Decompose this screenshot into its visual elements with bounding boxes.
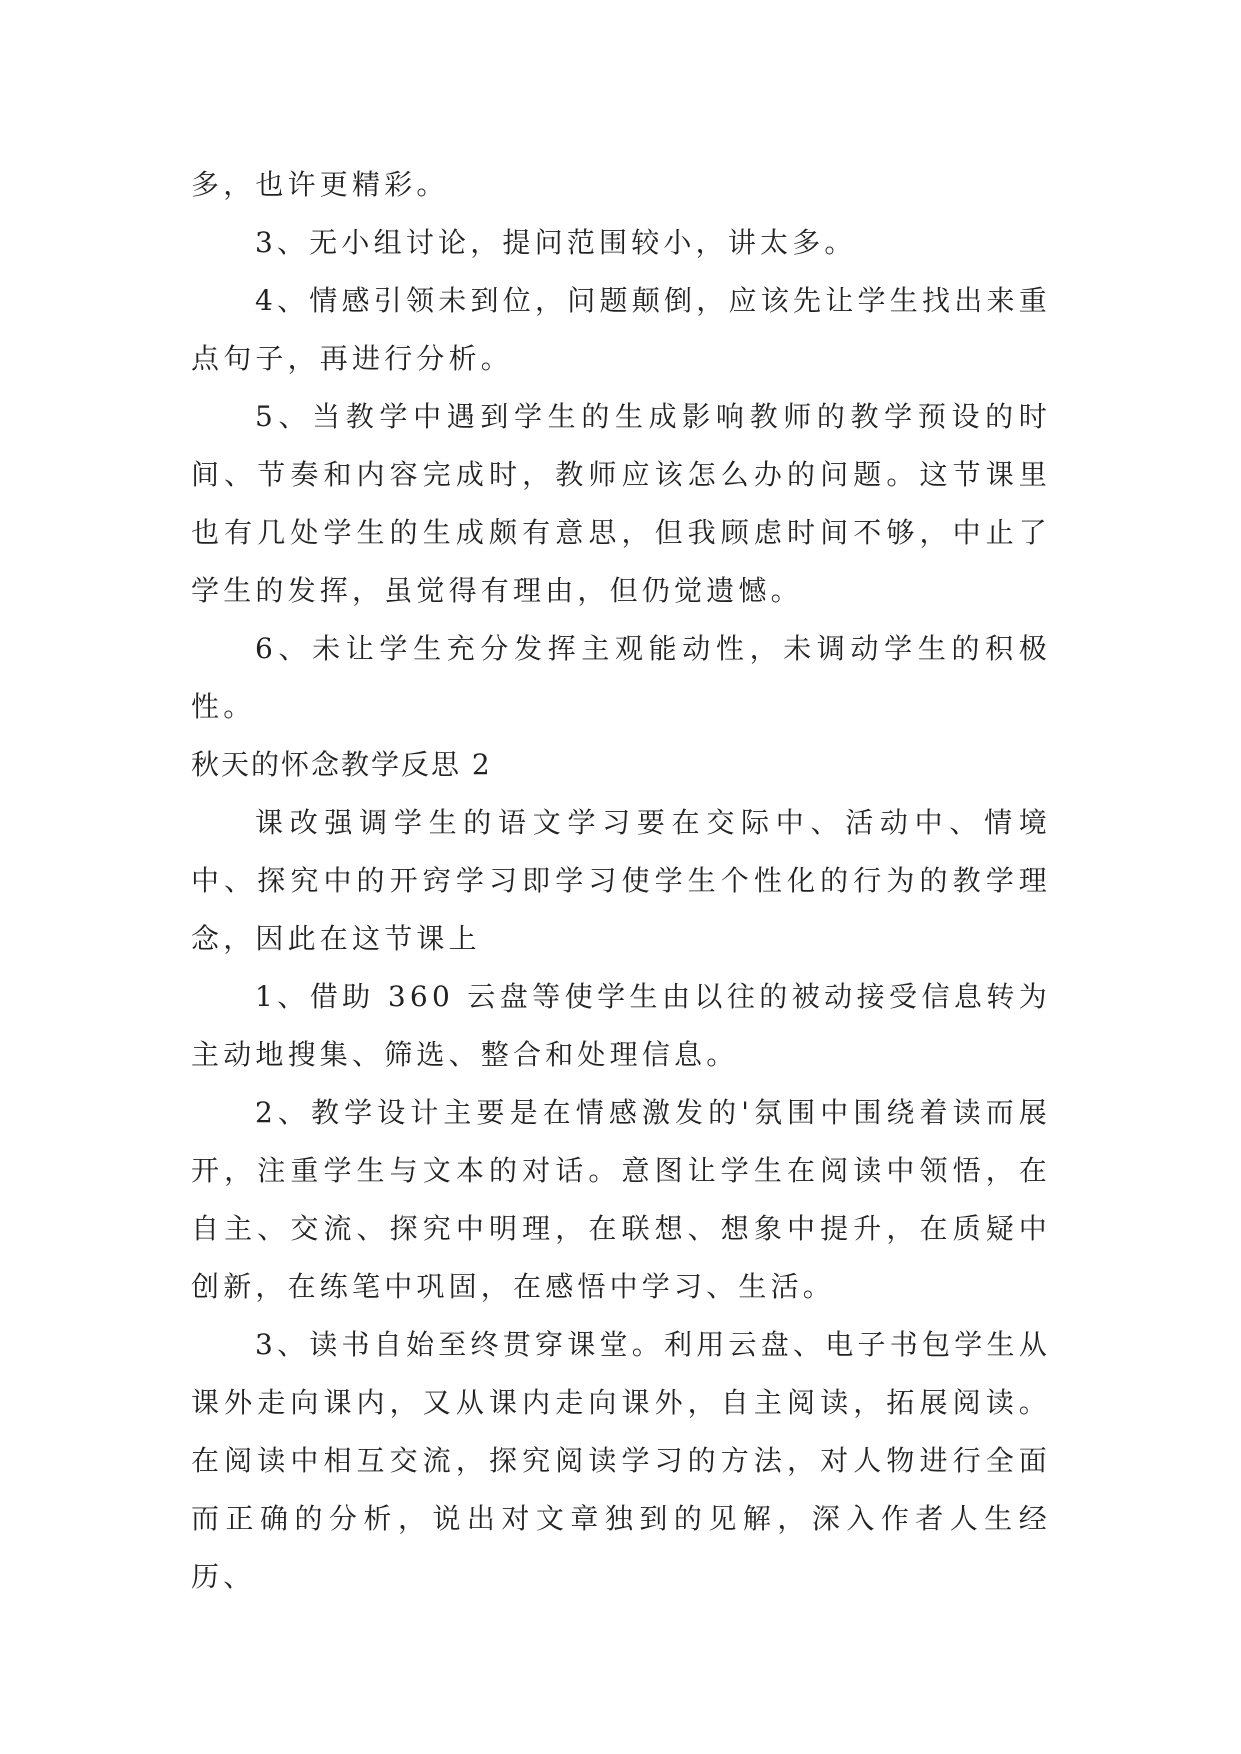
paragraph-point-1: 1、借助 360 云盘等使学生由以往的被动接受信息转为主动地搜集、筛选、整合和处理信息。 [191, 980, 1051, 1071]
paragraph-item-6: 6、未让学生充分发挥主观能动性，未调动学生的积极性。 [191, 632, 1051, 723]
paragraph-point-2: 2、教学设计主要是在情感激发的'氛围中围绕着读而展开，注重学生与文本的对话。意图让学生在阅读中领悟，在自主、交流、探究中明理，在联想、想象中提升，在质疑中创新，在练笔中巩固，在感悟中学习、生活。 [191, 1096, 1051, 1303]
paragraph-continuation: 多，也许更精彩。 [191, 168, 449, 201]
paragraph-item-3: 3、无小组讨论，提问范围较小，讲太多。 [255, 226, 857, 259]
paragraph-intro: 课改强调学生的语文学习要在交际中、活动中、情境中、探究中的开窍学习即学习使学生个性化的行为的教学理念，因此在这节课上 [191, 806, 1051, 955]
paragraph-point-3: 3、读书自始至终贯穿课堂。利用云盘、电子书包学生从课外走向课内，又从课内走向课外，自主阅读，拓展阅读。在阅读中相互交流，探究阅读学习的方法，对人物进行全面而正确的分析，说出对文章独到的见解，深入作者人生经历、 [191, 1328, 1051, 1593]
paragraph-item-4: 4、情感引领未到位，问题颠倒，应该先让学生找出来重点句子，再进行分析。 [191, 284, 1051, 375]
section-heading: 秋天的怀念教学反思 2 [191, 748, 492, 781]
document-body [191, 156, 1051, 1606]
paragraph-item-5: 5、当教学中遇到学生的生成影响教师的教学预设的时间、节奏和内容完成时，教师应该怎么办的问题。这节课里也有几处学生的生成颇有意思，但我顾虑时间不够，中止了学生的发挥，虽觉得有理由，但仍觉遗憾。 [191, 400, 1051, 607]
